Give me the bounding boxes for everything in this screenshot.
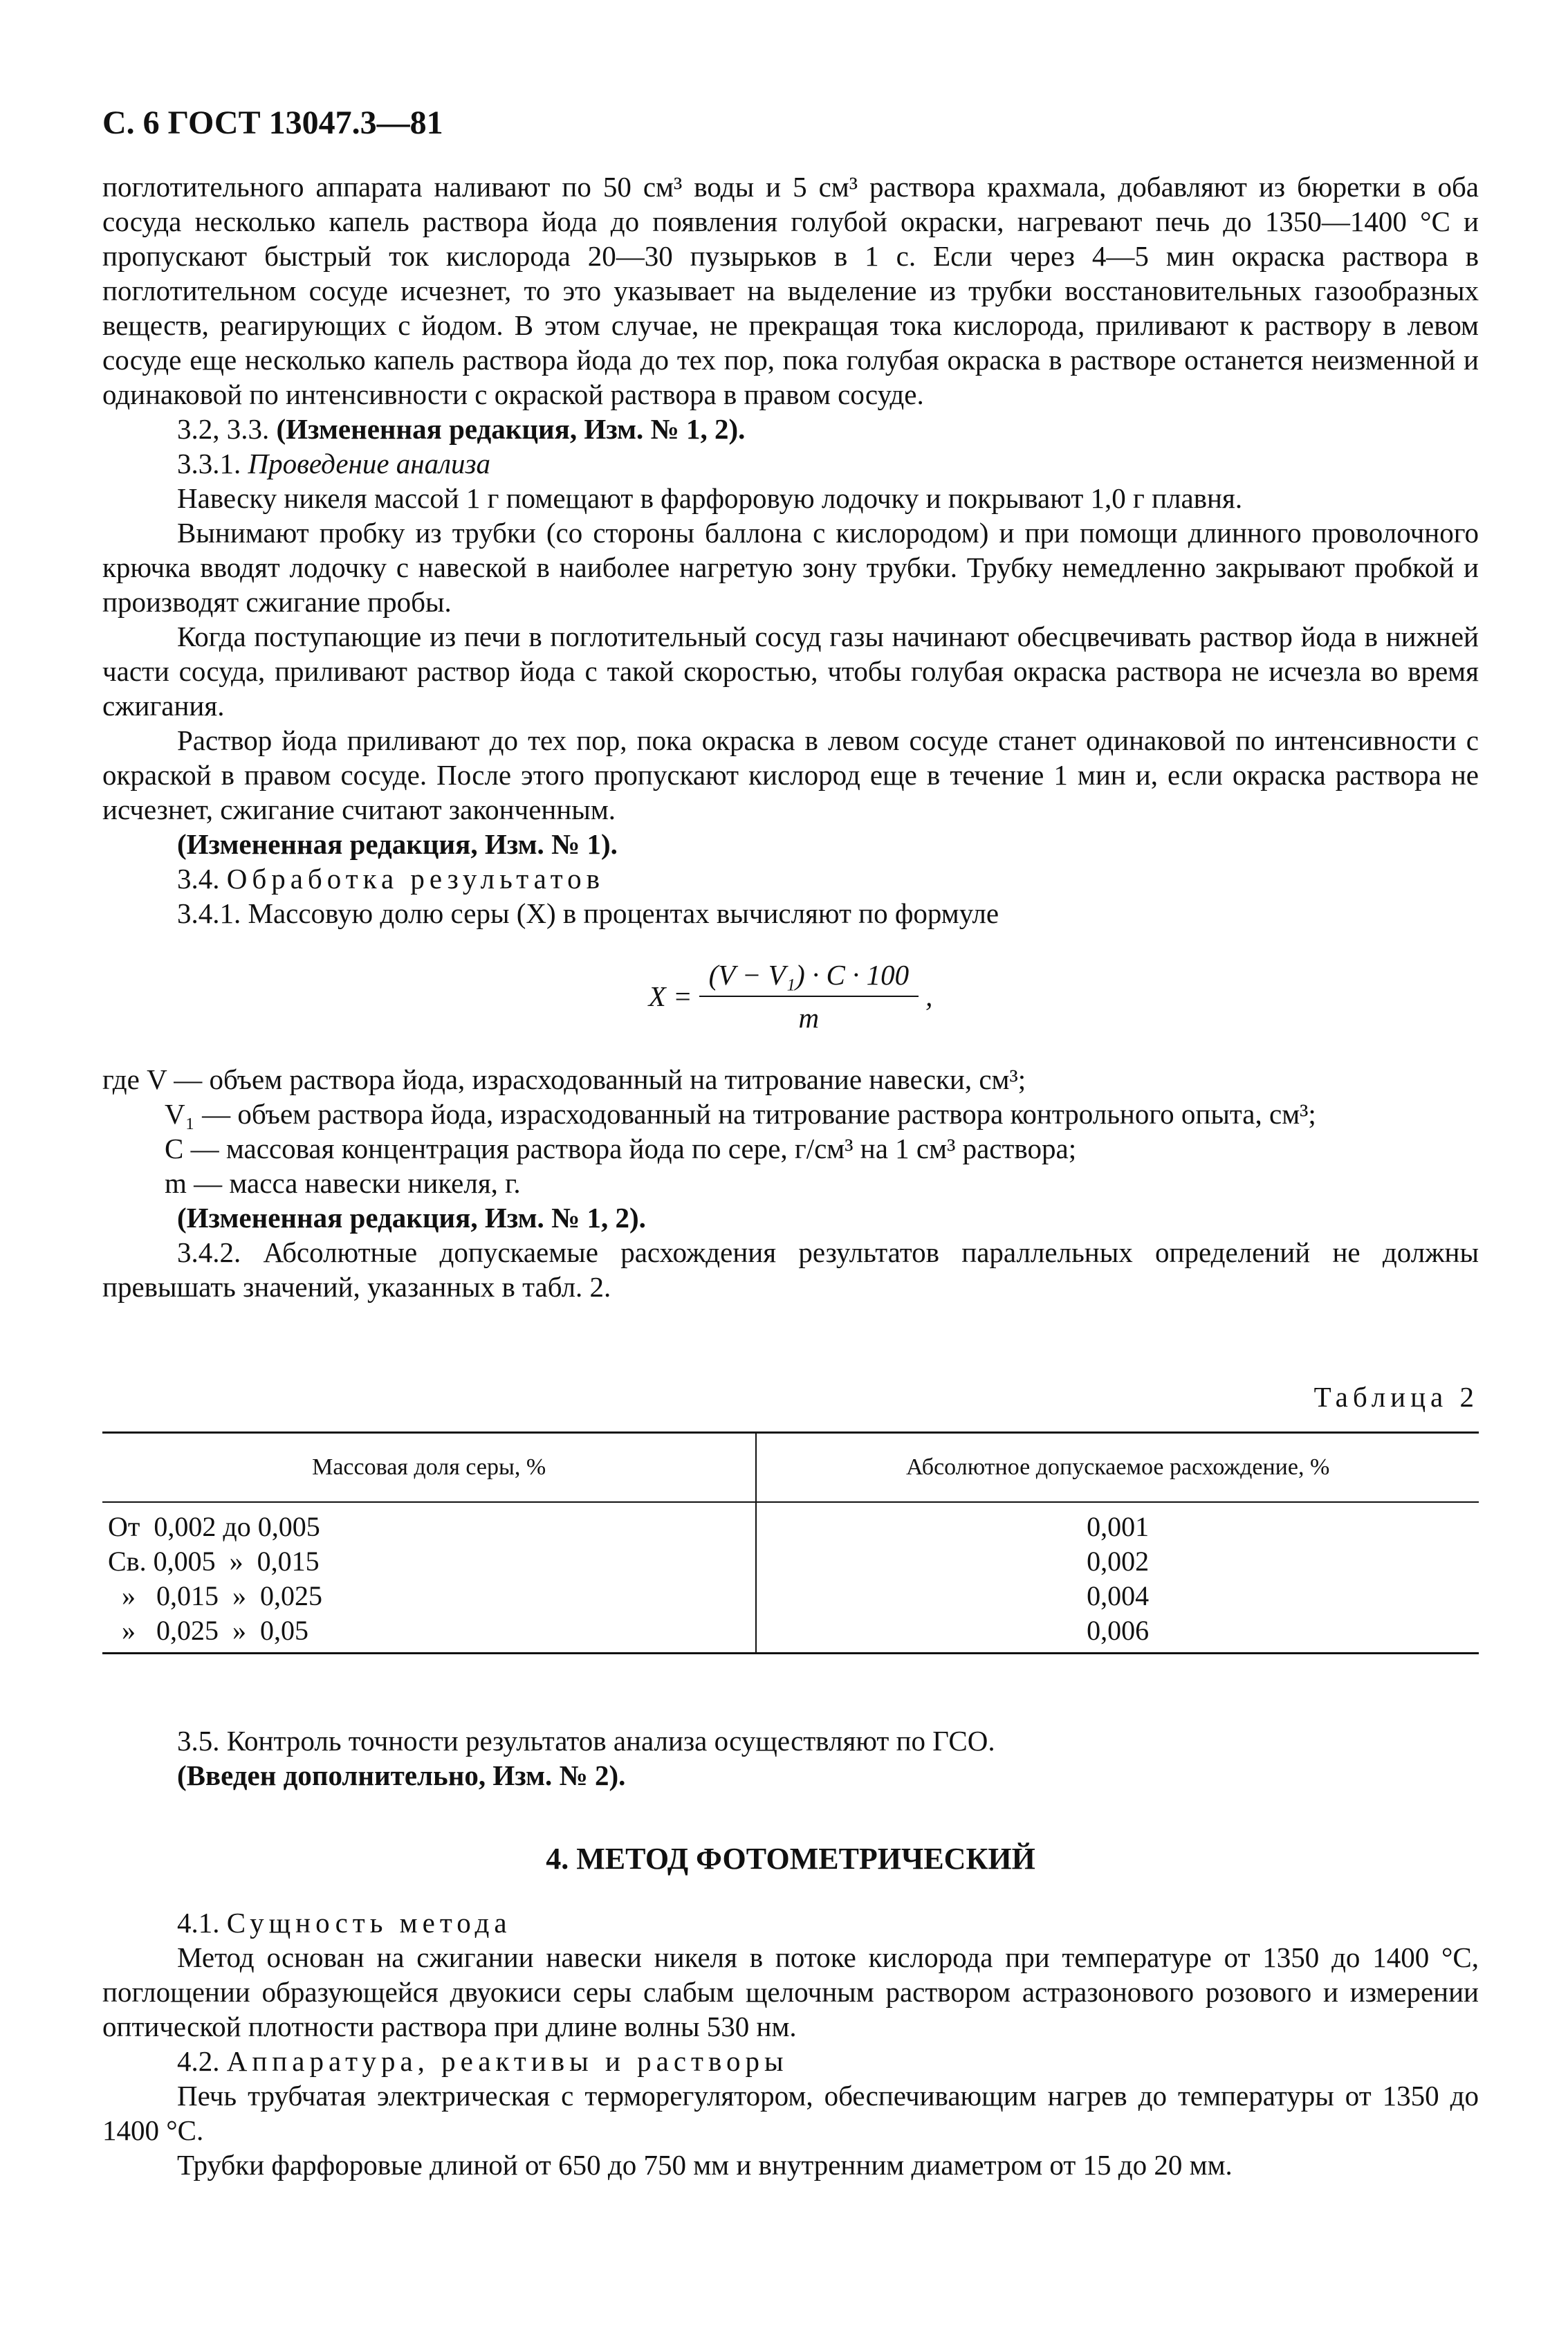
subsection-title: Обработка результатов [226, 863, 605, 895]
document-page [102, 104, 1479, 2182]
definitions [102, 1062, 1479, 1200]
amendment-text: (Измененная редакция, Изм. № 1, 2). [276, 413, 746, 445]
table-cell: Св. 0,005 » 0,015 [102, 1544, 756, 1579]
paragraph: поглотительного аппарата наливают по 50 см³ воды и 5 см³ раствора крахмала, добавляют из бюретки в оба сосуда несколько капель раствора йода до появления голубой окраски, нагревают печь до 1350—1400 °С и пропускают быстрый ток кислорода 20—30 пузырьков в 1 с. Если через 4—5 мин окраска раствора в поглотительном сосуде исчезнет, то это указывает на выделение из трубки восстановительных газообразных веществ, реагирующих с йодом. В этом случае, не прекращая тока кислорода, приливают к раствору в левом сосуде еще несколько капель раствора йода до тех пор, пока голубая окраска в растворе останется неизменной и одинаковой по интенсивности с окраской раствора в правом сосуде. [102, 171, 1479, 410]
formula-trail: , [925, 980, 933, 1012]
table-cell: 0,006 [756, 1613, 1479, 1654]
table-cell: » 0,025 » 0,05 [102, 1613, 756, 1654]
definition-item: C — массовая концентрация раствора йода по сере, г/см³ на 1 см³ раствора; [165, 1133, 1077, 1164]
table-cell: 0,002 [1087, 1546, 1150, 1577]
table-row [102, 1613, 1479, 1654]
column-header: Абсолютное допускаемое расхождение, % [756, 1433, 1479, 1503]
paragraph: Навеску никеля массой 1 г помещают в фарфоровую лодочку и покрывают 1,0 г плавня. [177, 482, 1243, 514]
paragraph: Раствор йода приливают до тех пор, пока окраска в левом сосуде станет одинаковой по интенсивности с окраской в правом сосуде. После этого пропускают кислород еще в течение 1 мин и, если окраска раствора не исчезнет, сжигание считают законченным. [102, 724, 1479, 825]
table-cell: 0,004 [1087, 1580, 1150, 1611]
clause-number: 3.4. [177, 863, 220, 895]
clause-number: 3.3.1. [177, 448, 241, 479]
amendment-note: (Измененная редакция, Изм. № 1, 2). [177, 1202, 646, 1234]
formula-numerator: (V − V₁) · C · 100 [699, 958, 919, 997]
subsection-title: Сущность метода [226, 1907, 512, 1939]
clause-number: 3.2, 3.3. [177, 413, 270, 445]
paragraph: 3.5. Контроль точности результатов анализа осуществляют по ГСО. [177, 1725, 995, 1757]
paragraph: Трубки фарфоровые длиной от 650 до 750 мм и внутренним диаметром от 15 до 20 мм. [177, 2149, 1233, 2181]
subsection-heading [102, 446, 1479, 481]
paragraph: Метод основан на сжигании навески никеля в потоке кислорода при температуре от 1350 до 1400 °С, поглощении образующейся двуокиси серы слабым щелочным раствором астразонового розового и измерении оптической плотности раствора при длине волны 530 нм. [102, 1941, 1479, 2042]
formula-denominator: m [798, 1002, 820, 1034]
paragraph: Вынимают пробку из трубки (со стороны баллона с кислородом) и при помощи длинного проволочного крючка вводят лодочку с навеской в наиболее нагретую зону трубки. Трубку немедленно закрывают пробкой и производят сжигание пробы. [102, 517, 1479, 618]
definition-item: V₁ — объем раствора йода, израсходованный на титрование раствора контрольного опыта, см³; [165, 1098, 1316, 1130]
definition-item: где V — объем раствора йода, израсходованный на титрование навески, см³; [102, 1063, 1026, 1095]
table-cell: От 0,002 до 0,005 [102, 1502, 756, 1544]
subsection-heading [102, 1905, 1479, 1940]
formula-lhs: X = [648, 980, 692, 1012]
amendment-note [102, 412, 1479, 446]
data-table [102, 1431, 1479, 1654]
section-title: 4. МЕТОД ФОТОМЕТРИЧЕСКИЙ [546, 1842, 1035, 1876]
subsection-heading [102, 2044, 1479, 2078]
paragraph: 3.4.1. Массовую долю серы (X) в процентах вычисляют по формуле [177, 897, 999, 929]
formula-fraction [699, 958, 919, 1034]
column-header: Массовая доля серы, % [102, 1433, 756, 1503]
table-cell: 0,001 [1087, 1511, 1150, 1542]
subsection-title: Проведение анализа [248, 448, 491, 479]
paragraph: Когда поступающие из печи в поглотительный сосуд газы начинают обесцвечивать раствор йода в нижней части сосуда, приливают раствор йода с такой скоростью, чтобы голубая окраска раствора не исчезла во время сжигания. [102, 621, 1479, 722]
paragraph: Печь трубчатая электрическая с терморегулятором, обеспечивающим нагрев до температуры от 1350 до 1400 °С. [102, 2080, 1479, 2146]
paragraph: 3.4.2. Абсолютные допускаемые расхождения результатов параллельных определений не должны превышать значений, указанных в табл. 2. [102, 1236, 1479, 1303]
table-cell: » 0,015 » 0,025 [102, 1579, 756, 1613]
table-row [102, 1502, 1479, 1544]
amendment-note: (Измененная редакция, Изм. № 1). [177, 828, 618, 860]
page-header: С. 6 ГОСТ 13047.3—81 [102, 104, 443, 141]
table-row [102, 1579, 1479, 1613]
definition-item: m — масса навески никеля, г. [165, 1167, 521, 1199]
subsection-title: Аппаратура, реактивы и растворы [226, 2045, 788, 2077]
formula [102, 958, 1479, 1034]
table-header-row [102, 1433, 1479, 1503]
clause-number: 4.2. [177, 2045, 220, 2077]
clause-number: 4.1. [177, 1907, 220, 1939]
table-row [102, 1544, 1479, 1579]
subsection-heading [102, 861, 1479, 896]
amendment-note: (Введен дополнительно, Изм. № 2). [177, 1759, 626, 1791]
table-caption: Таблица 2 [1313, 1381, 1479, 1413]
